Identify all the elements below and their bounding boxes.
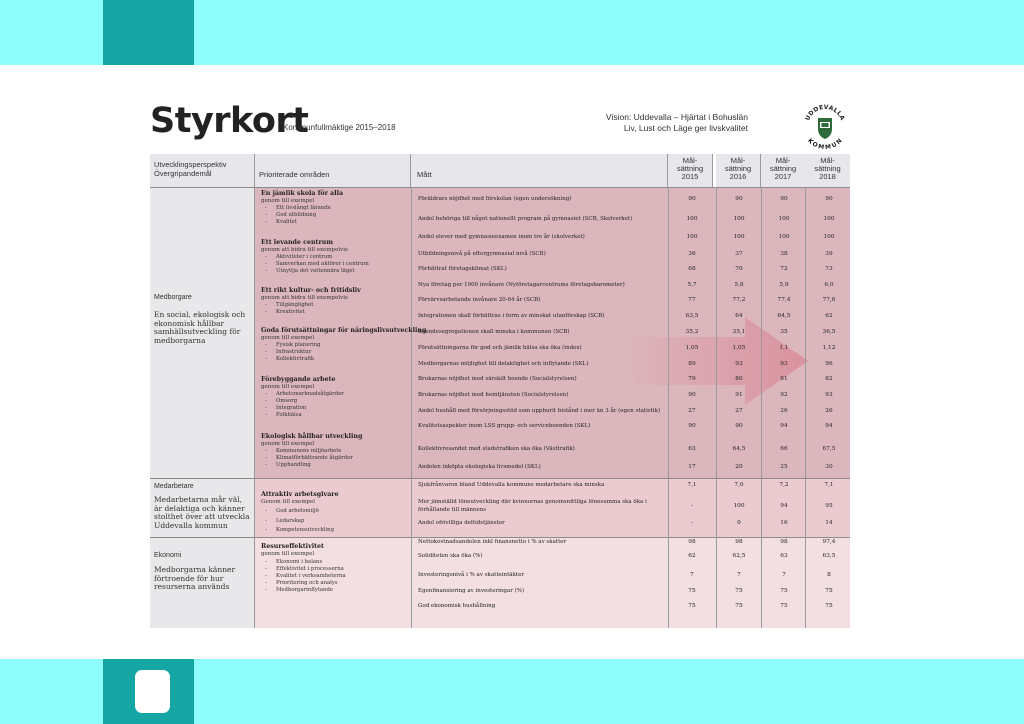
area-item: - God utbildning — [276, 212, 316, 218]
target-value-2018: 82 — [825, 376, 833, 382]
target-value-2017: 72 — [780, 266, 788, 272]
target-value-2016: 37 — [735, 251, 743, 257]
target-value-2016: 70 — [735, 266, 743, 272]
target-value-2015: 98 — [688, 539, 696, 545]
target-value-2015: 90 — [688, 196, 696, 202]
target-value-2015: 79 — [688, 376, 696, 382]
vision-statement — [606, 112, 748, 134]
target-value-2017: 81 — [780, 376, 788, 382]
area-subheading: genom till exempel — [261, 551, 315, 557]
area-subheading: genom till exempel — [261, 384, 315, 390]
target-value-2017: 25 — [780, 464, 788, 470]
logo-text-bottom: KOMMUN — [806, 137, 844, 149]
perspective-title: Medarbetare — [154, 483, 194, 490]
target-value-2017: 1,1 — [779, 345, 789, 351]
measure-text: Förbättrat företagsklimat (SKL) — [418, 266, 507, 272]
target-value-2017: 66 — [780, 446, 788, 452]
target-value-2015: 63 — [688, 446, 696, 452]
target-value-2016: 7,0 — [734, 482, 744, 488]
target-value-2018: 75 — [825, 603, 833, 609]
target-value-2016: 100 — [733, 234, 745, 240]
target-value-2018: 90 — [825, 196, 833, 202]
measure-text: Andel ofrivilliga deltidstjänster — [418, 520, 505, 526]
target-value-2015: 100 — [686, 234, 698, 240]
area-item: - Ledarskap — [276, 518, 304, 524]
measure-text: Soliditeten ska öka (%) — [418, 553, 483, 559]
header-areas: Prioriterade områden — [255, 154, 411, 187]
target-value-2016: 20 — [735, 464, 743, 470]
target-value-2017: 63 — [780, 553, 788, 559]
target-value-2018: 96 — [825, 361, 833, 367]
target-value-2018: 94 — [825, 423, 833, 429]
target-value-2017: 7,2 — [779, 482, 789, 488]
area-item: - Kvalitet i verksamheterna — [276, 573, 346, 579]
measure-text: Boendesegregationen skall minska i kommunen (SCB) — [418, 329, 570, 335]
top-accent-square — [103, 0, 194, 65]
target-value-2018: 95 — [825, 503, 833, 509]
target-value-2015: 35,2 — [685, 329, 699, 335]
measure-text: Nettokostnadsandelen inkl finansnetto i % av skatter — [418, 539, 567, 545]
measure-text: Kvalitetsaspekter inom LSS grupp- och serviceboenden (SKL) — [418, 423, 591, 429]
target-value-2015: 100 — [686, 216, 698, 222]
target-value-2016: 7 — [737, 572, 741, 578]
target-value-2018: 73 — [825, 266, 833, 272]
target-value-2016: 75 — [735, 588, 743, 594]
target-value-2015: 1,05 — [685, 345, 699, 351]
header-target-2016: Mål- sättning 2016 — [716, 154, 761, 187]
target-value-2018: 6,0 — [824, 282, 834, 288]
vision-line-2: Liv, Lust och Läge ger livskvalitet — [623, 123, 748, 133]
target-value-2018: 7,1 — [824, 482, 834, 488]
target-value-2018: 77,6 — [822, 297, 836, 303]
target-value-2015: 17 — [688, 464, 696, 470]
column-divider — [411, 187, 412, 628]
target-value-2016: 75 — [735, 603, 743, 609]
measure-text: Investeringsnivå i % av skatteintäkter — [418, 572, 525, 578]
document-title: Styrkort — [150, 101, 309, 141]
target-value-2015: 90 — [688, 392, 696, 398]
target-value-2016: 5,8 — [734, 282, 744, 288]
target-value-2016: 100 — [733, 503, 745, 509]
area-item: - Integration — [276, 405, 306, 411]
area-item: - Omsorg — [276, 398, 297, 404]
area-subheading: genom att bidra till exempelvis — [261, 247, 348, 253]
target-value-2016: 90 — [735, 423, 743, 429]
area-heading: Förebyggande arbete — [261, 376, 336, 383]
perspective-title: Ekonomi — [154, 552, 182, 559]
target-value-2017: 77,4 — [777, 297, 791, 303]
area-item: - Samverkan med aktörer i centrum — [276, 261, 369, 267]
measure-text: Föräldrars nöjdhet med förskolan (egen undersökning) — [418, 196, 572, 202]
target-value-2016: 77,2 — [732, 297, 746, 303]
target-value-2018: 100 — [823, 216, 835, 222]
target-value-2018: 26 — [825, 408, 833, 414]
uddevalla-logo-icon — [802, 103, 848, 149]
target-value-2017: 94 — [780, 503, 788, 509]
area-item: - Medborgarinflytande — [276, 587, 333, 593]
target-value-2015: - — [691, 503, 693, 509]
target-value-2018: 30 — [825, 464, 833, 470]
measure-text: Kollektivresandet med stadstrafiken ska öka (Västtrafik) — [418, 446, 575, 452]
area-subheading: genom till exempel — [261, 335, 315, 341]
target-value-2017: 64,5 — [777, 313, 791, 319]
header-measures: Mått — [411, 154, 668, 187]
perspective-goal: Medborgarna känner förtroende för hur resurserna används — [154, 565, 236, 591]
header-perspective: Utvecklingsperspektiv Övergripandemål — [150, 154, 255, 187]
header-target-2017: Mål- sättning 2017 — [761, 154, 806, 187]
area-heading: En jämlik skola för alla — [261, 190, 344, 197]
measure-text: Brukarnas nöjdhet med särskilt boende (Socialstyrelsen) — [418, 376, 577, 382]
area-item: - Fysisk planering — [276, 342, 321, 348]
target-value-2016: 64,5 — [732, 446, 746, 452]
target-value-2015: - — [691, 520, 693, 526]
target-value-2016: 100 — [733, 216, 745, 222]
area-item: - Ekonomi i balans — [276, 559, 322, 565]
target-value-2016: 80 — [735, 376, 743, 382]
area-heading: Resurseffektivitet — [261, 543, 324, 550]
measure-text: Förvärvsarbetande invånare 20-64 år (SCB) — [418, 297, 541, 303]
vision-line-1: Vision: Uddevalla – Hjärtat i Bohuslän — [605, 112, 748, 122]
target-value-2015: 77 — [688, 297, 696, 303]
measure-text: Andel hushåll med försörjningsstöd som uppburit bistånd i mer än 3 år (egen statistik) — [418, 408, 661, 414]
area-heading: Ett levande centrum — [261, 239, 334, 246]
area-heading: Ett rikt kultur- och fritidsliv — [261, 287, 361, 294]
target-value-2017: 75 — [780, 603, 788, 609]
target-value-2018: 75 — [825, 588, 833, 594]
target-value-2018: 100 — [823, 234, 835, 240]
target-value-2017: 100 — [778, 216, 790, 222]
area-item: - Klimatförbättrande åtgärder — [276, 455, 353, 461]
area-subheading: Genom till exempel — [261, 499, 316, 505]
target-value-2018: 67,5 — [822, 446, 836, 452]
target-value-2017: 5,9 — [779, 282, 789, 288]
target-value-2017: 26 — [780, 408, 788, 414]
target-value-2016: 0 — [737, 520, 741, 526]
header-target-2015: Mål- sättning 2015 — [668, 154, 713, 187]
measure-text: Förutsättningarna för god och jämlik hälsa ska öka (index) — [418, 345, 582, 351]
measure-text: Medborgarnas möjlighet till delaktighet och inflytande (SKL) — [418, 361, 589, 367]
area-subheading: genom att bidra till exempelvis — [261, 295, 348, 301]
target-value-2015: 36 — [688, 251, 696, 257]
area-item: - Kreativitet — [276, 309, 305, 315]
target-value-2018: 36,5 — [822, 329, 836, 335]
area-item: - Ett livslångt lärande — [276, 205, 331, 211]
target-value-2018: 63,5 — [822, 553, 836, 559]
target-value-2015: 7,1 — [687, 482, 697, 488]
column-divider — [668, 187, 669, 628]
target-value-2015: 62 — [688, 553, 696, 559]
target-value-2016: 64 — [735, 313, 743, 319]
target-value-2015: 63,5 — [685, 313, 699, 319]
measure-text-continued: förhållande till männens — [418, 507, 487, 513]
target-value-2015: 7 — [690, 572, 694, 578]
target-value-2017: 92 — [780, 392, 788, 398]
perspective-goal: Medarbetarna mår väl, är delaktiga och känner stolthet över att utveckla Uddevalla kommun — [154, 495, 250, 530]
slide-nav-button[interactable] — [135, 670, 170, 713]
section-ekonomi — [150, 537, 850, 628]
measure-text: Brukarnas nöjdhet med hemtjänsten (Socialstyrelsen) — [418, 392, 569, 398]
target-value-2015: 89 — [688, 361, 696, 367]
target-value-2017: 16 — [780, 520, 788, 526]
measure-text: Integrationen skall förbättras i form av minskat utanförskap (SCB) — [418, 313, 605, 319]
area-subheading: genom till exempel — [261, 441, 315, 447]
area-heading: Attraktiv arbetsgivare — [261, 491, 339, 498]
target-value-2018: 62 — [825, 313, 833, 319]
target-value-2017: 75 — [780, 588, 788, 594]
target-value-2018: 97,4 — [822, 539, 836, 545]
area-item: - Kompetensutveckling — [276, 527, 334, 533]
measure-text: Utbildningsnivå på eftergymnasial nivå (SCB) — [418, 251, 546, 257]
area-heading: Ekologisk hållbar utveckling — [261, 433, 363, 440]
target-value-2017: 100 — [778, 234, 790, 240]
target-value-2018: 93 — [825, 392, 833, 398]
document-subtitle: Kommunfullmäktige 2015–2018 — [283, 123, 396, 132]
target-value-2017: 38 — [780, 251, 788, 257]
target-value-2017: 93 — [780, 361, 788, 367]
area-subheading: genom till exempel — [261, 198, 315, 204]
target-value-2017: 98 — [780, 539, 788, 545]
area-item: - Infrastruktur — [276, 349, 311, 355]
target-value-2016: 27 — [735, 408, 743, 414]
target-value-2015: 27 — [688, 408, 696, 414]
logo-text-top: UDDEVALLA — [804, 103, 846, 122]
target-value-2017: 7 — [782, 572, 786, 578]
target-value-2017: 90 — [780, 196, 788, 202]
measure-text: Andel behöriga till något nationellt program på gymnasiet (SCB, Skolverket) — [418, 216, 633, 222]
measure-text: Egenfinansiering av investeringar (%) — [418, 588, 525, 594]
measure-text: Mer jämställd löneutveckling där kvinnornas genomsnittliga lönesumma ska öka i — [418, 499, 647, 505]
scorecard-document — [150, 95, 850, 630]
area-item: - Kommunens miljöarbete — [276, 448, 342, 454]
target-value-2017: 94 — [780, 423, 788, 429]
target-value-2015: 75 — [688, 588, 696, 594]
area-item: - God arbetsmiljö — [276, 508, 319, 514]
area-item: - Aktiviteter i centrum — [276, 254, 332, 260]
target-value-2018: 39 — [825, 251, 833, 257]
target-value-2015: 68 — [688, 266, 696, 272]
area-item: - Arbetsmarknadsåtgärder — [276, 391, 344, 397]
area-item: - Kvalitet — [276, 219, 297, 225]
target-value-2016: 93 — [735, 361, 743, 367]
target-value-2018: 8 — [827, 572, 831, 578]
area-item: - Tillgänglighet — [276, 302, 313, 308]
target-value-2018: 14 — [825, 520, 833, 526]
measure-text: Andelen inköpta ekologiska livsmedel (SKL) — [418, 464, 541, 470]
target-value-2016: 91 — [735, 392, 743, 398]
area-item: - Effektivitet i processerna — [276, 566, 344, 572]
target-value-2017: 35 — [780, 329, 788, 335]
target-value-2015: 90 — [688, 423, 696, 429]
perspective-title: Medborgare — [154, 294, 192, 301]
target-value-2015: 5,7 — [687, 282, 697, 288]
target-value-2015: 75 — [688, 603, 696, 609]
measure-text: God ekonomisk hushållning — [418, 603, 496, 609]
area-item: - Folkhälsa — [276, 412, 302, 418]
target-value-2016: 1,05 — [732, 345, 746, 351]
area-heading: Goda förutsättningar för näringslivsutveckling — [261, 327, 427, 334]
target-value-2016: 90 — [735, 196, 743, 202]
measure-text: Andel elever med gymnasieexamen inom tre år (skolverket) — [418, 234, 585, 240]
measure-text: Nya företag per 1000 invånare (Nyföretagarcentrums företagsbarometer) — [418, 282, 625, 288]
measure-text: Sjukfrånvaron bland Uddevalla kommuns medarbetare ska minska — [418, 482, 605, 488]
area-item: - Kollektivtrafik — [276, 356, 314, 362]
area-item: - Utnyttja det vattennära läget — [276, 268, 354, 274]
header-target-2018: Mål- sättning 2018 — [805, 154, 850, 187]
target-value-2018: 1,12 — [822, 345, 836, 351]
target-value-2016: 35,1 — [732, 329, 746, 335]
target-value-2016: 98 — [735, 539, 743, 545]
area-item: - Prioritering och analys — [276, 580, 338, 586]
perspective-goal: En social, ekologisk och ekonomisk hållbar samhällsutveckling för medborgarna — [154, 310, 246, 345]
target-value-2016: 62,5 — [732, 553, 746, 559]
area-item: - Upphandling — [276, 462, 311, 468]
